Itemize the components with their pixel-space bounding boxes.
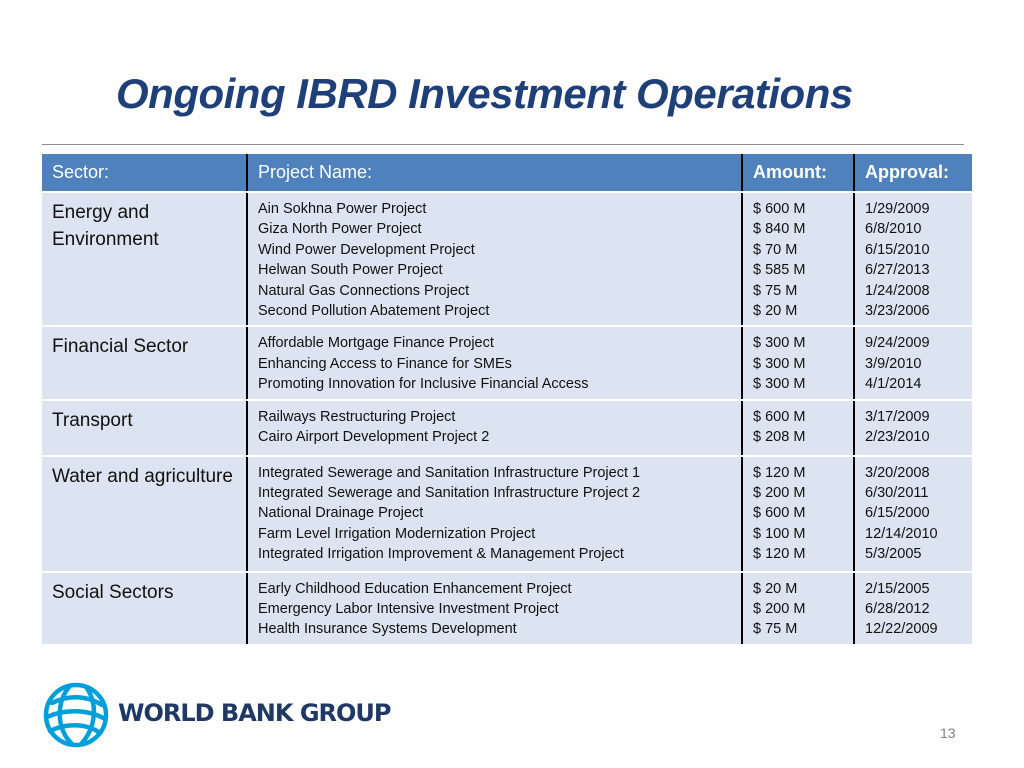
approval-cell-list — [865, 407, 962, 448]
title-divider — [42, 144, 964, 145]
approval-date: 12/14/2010 — [865, 525, 938, 542]
header-amount: Amount: — [742, 154, 854, 192]
project-name: Helwan South Power Project — [258, 262, 443, 279]
amount-value: $ 300 M — [753, 355, 806, 372]
sector-cell: Social Sectors — [42, 572, 247, 645]
approval-cell — [854, 456, 972, 572]
amount-cell-list — [753, 199, 843, 321]
project-name-cell — [247, 326, 742, 399]
amount-value: $ 20 M — [753, 303, 798, 320]
project-name: Emergency Labor Intensive Investment Project — [258, 601, 559, 618]
approval-cell — [854, 400, 972, 456]
table-row — [42, 572, 972, 645]
table-row — [42, 400, 972, 456]
page-title: Ongoing IBRD Investment Operations — [116, 70, 853, 117]
amount-cell-list — [753, 407, 843, 448]
header-sector: Sector: — [42, 154, 247, 192]
project-name: Enhancing Access to Finance for SMEs — [258, 355, 512, 372]
approval-cell-list — [865, 463, 962, 565]
amount-value: $ 600 M — [753, 201, 806, 217]
amount-value: $ 840 M — [753, 221, 806, 238]
sector-cell: Water and agriculture — [42, 456, 247, 572]
amount-value: $ 100 M — [753, 525, 806, 542]
project-name-cell — [247, 572, 742, 645]
amount-value: $ 600 M — [753, 505, 806, 522]
amount-value: $ 120 M — [753, 546, 806, 563]
approval-cell — [854, 326, 972, 399]
approval-cell-list — [865, 579, 962, 640]
amount-value: $ 600 M — [753, 408, 806, 425]
globe-icon — [42, 681, 110, 749]
project-name: Health Insurance Systems Development — [258, 621, 517, 638]
world-bank-group-logo — [42, 681, 402, 751]
approval-date: 6/28/2012 — [865, 601, 930, 618]
approval-date: 5/3/2005 — [865, 546, 922, 563]
header-project-name: Project Name: — [247, 154, 742, 192]
amount-cell — [742, 192, 854, 326]
amount-cell — [742, 572, 854, 645]
project-name-cell-list — [258, 463, 731, 565]
project-name-cell — [247, 400, 742, 456]
logo-text: WORLD BANK GROUP — [118, 699, 391, 727]
project-name: Wind Power Development Project — [258, 241, 475, 258]
approval-date: 6/30/2011 — [865, 485, 929, 502]
approval-date: 6/15/2010 — [865, 241, 930, 258]
amount-cell — [742, 456, 854, 572]
project-name-cell — [247, 192, 742, 326]
project-name: Giza North Power Project — [258, 221, 422, 238]
approval-date: 2/15/2005 — [865, 580, 930, 597]
project-name: Cairo Airport Development Project 2 — [258, 429, 490, 446]
approval-date: 1/24/2008 — [865, 282, 930, 299]
approval-date: 6/15/2000 — [865, 505, 930, 522]
project-name-cell-list — [258, 579, 731, 640]
sector-cell: Energy and Environment — [42, 192, 247, 326]
table-row — [42, 456, 972, 572]
page-number: 13 — [940, 725, 956, 741]
project-name: Promoting Innovation for Inclusive Financial Access — [258, 376, 589, 393]
amount-cell — [742, 326, 854, 399]
project-name-cell-list — [258, 407, 731, 448]
project-name: Integrated Sewerage and Sanitation Infrastructure Project 1 — [258, 464, 641, 481]
amount-value: $ 20 M — [753, 580, 798, 597]
amount-cell-list — [753, 333, 843, 394]
project-name: Railways Restructuring Project — [258, 408, 456, 425]
amount-value: $ 70 M — [753, 241, 798, 258]
project-name: Farm Level Irrigation Modernization Project — [258, 525, 536, 542]
approval-date: 12/22/2009 — [865, 621, 938, 638]
approval-date: 6/8/2010 — [865, 221, 922, 238]
sector-cell: Financial Sector — [42, 326, 247, 399]
approval-cell — [854, 572, 972, 645]
project-name-cell-list — [258, 199, 731, 321]
project-name: Natural Gas Connections Project — [258, 282, 470, 299]
approval-cell — [854, 192, 972, 326]
approval-date: 6/27/2013 — [865, 262, 930, 279]
amount-value: $ 75 M — [753, 282, 798, 299]
approval-date: 3/9/2010 — [865, 355, 922, 372]
table-row — [42, 326, 972, 399]
amount-cell-list — [753, 463, 843, 565]
amount-value: $ 208 M — [753, 429, 806, 446]
table-row — [42, 192, 972, 326]
amount-cell — [742, 400, 854, 456]
project-name-cell — [247, 456, 742, 572]
approval-date: 3/20/2008 — [865, 464, 930, 481]
project-name: Ain Sokhna Power Project — [258, 201, 427, 217]
project-name-cell-list — [258, 333, 731, 394]
project-name: Integrated Irrigation Improvement & Management Project — [258, 546, 624, 563]
approval-cell-list — [865, 199, 962, 321]
header-approval: Approval: — [854, 154, 972, 192]
amount-value: $ 200 M — [753, 485, 806, 502]
amount-value: $ 120 M — [753, 464, 806, 481]
amount-value: $ 200 M — [753, 601, 806, 618]
project-name: Early Childhood Education Enhancement Project — [258, 580, 572, 597]
approval-date: 1/29/2009 — [865, 201, 930, 217]
table-header-row — [42, 154, 972, 192]
approval-date: 9/24/2009 — [865, 335, 930, 352]
amount-cell-list — [753, 579, 843, 640]
approval-date: 4/1/2014 — [865, 376, 922, 393]
project-name: Second Pollution Abatement Project — [258, 303, 490, 320]
amount-value: $ 585 M — [753, 262, 806, 279]
project-name: Integrated Sewerage and Sanitation Infrastructure Project 2 — [258, 485, 641, 502]
approval-date: 2/23/2010 — [865, 429, 930, 446]
amount-value: $ 75 M — [753, 621, 798, 638]
approval-date: 3/17/2009 — [865, 408, 930, 425]
amount-value: $ 300 M — [753, 376, 806, 393]
project-name: National Drainage Project — [258, 505, 424, 522]
approval-cell-list — [865, 333, 962, 394]
approval-date: 3/23/2006 — [865, 303, 930, 320]
amount-value: $ 300 M — [753, 335, 806, 352]
operations-table — [42, 154, 972, 646]
sector-cell: Transport — [42, 400, 247, 456]
project-name: Affordable Mortgage Finance Project — [258, 335, 494, 352]
